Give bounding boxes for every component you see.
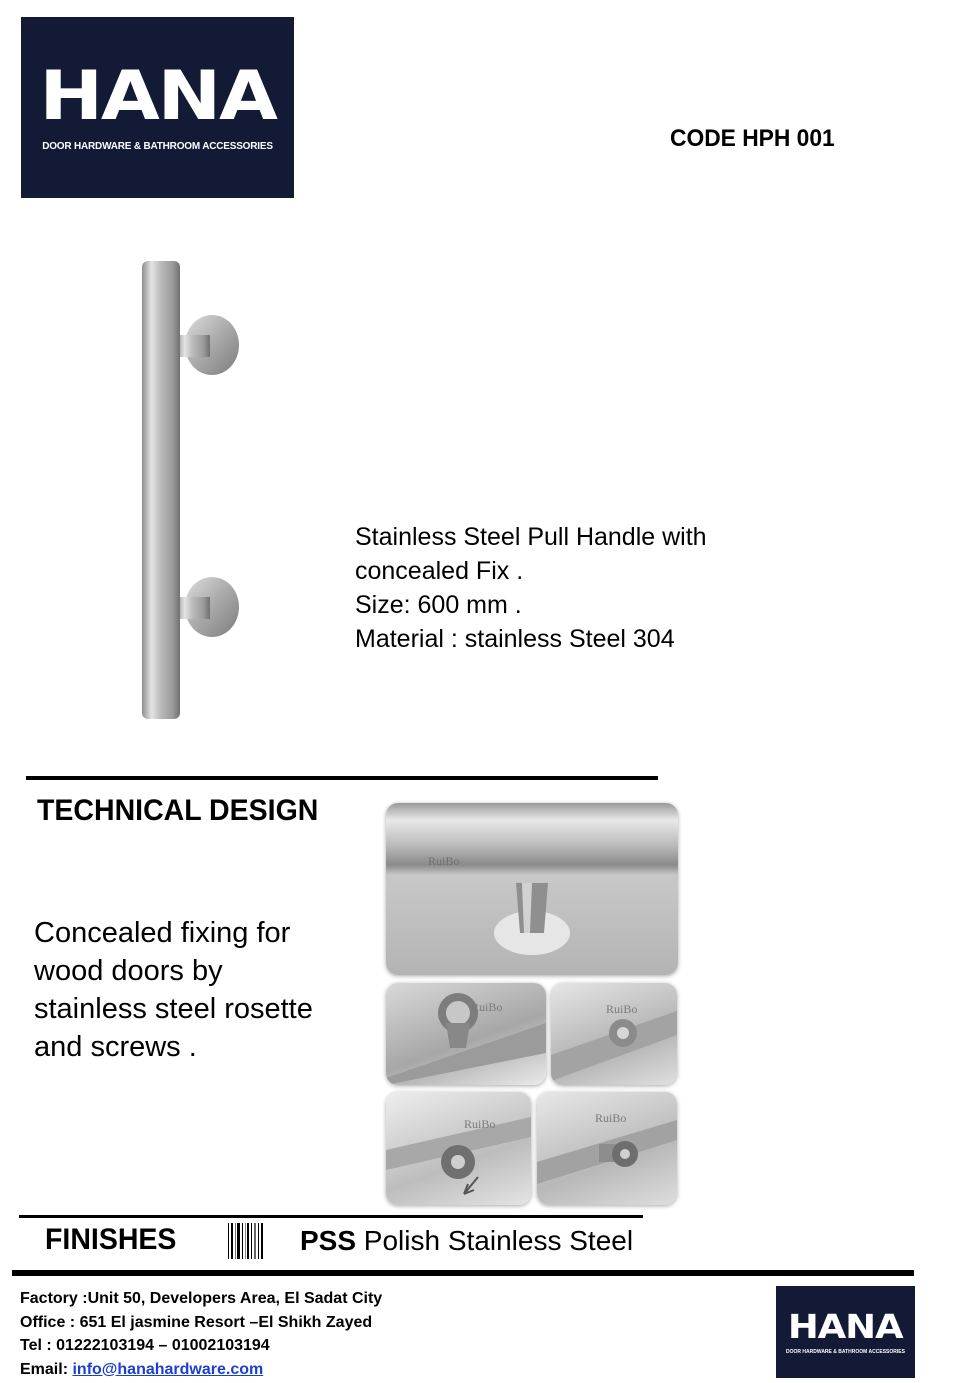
- finish-option: [300, 1225, 633, 1257]
- finish-name: Polish Stainless Steel: [356, 1225, 634, 1256]
- technical-line: stainless steel rosette: [34, 993, 313, 1025]
- handle-bar: [142, 261, 180, 719]
- office-address: Office : 651 El jasmine Resort –El Shikh Zayed: [20, 1313, 373, 1331]
- detail-photo-rosette-1: [386, 983, 546, 1085]
- footer-brand-logo: [776, 1286, 915, 1378]
- svg-text:RuiBo: RuiBo: [606, 1002, 638, 1016]
- factory-address: Factory :Unit 50, Developers Area, El Sadat City: [20, 1290, 383, 1307]
- lower-standoff: [176, 597, 210, 619]
- detail-photo-rosette-4: [537, 1092, 677, 1205]
- brand-tagline: DOOR HARDWARE & BATHROOM ACCESSORIES: [42, 141, 273, 152]
- detail-photo-mounted: [386, 803, 678, 975]
- svg-text:RuiBo: RuiBo: [471, 1000, 503, 1014]
- technical-line: wood doors by: [34, 955, 223, 987]
- footer-divider: [12, 1270, 914, 1276]
- phone-numbers: Tel : 01222103194 – 01002103194: [20, 1337, 270, 1354]
- svg-text:RuiBo: RuiBo: [595, 1111, 627, 1125]
- technical-line: Concealed fixing for: [34, 917, 291, 949]
- product-description: [355, 520, 707, 656]
- description-line: Stainless Steel Pull Handle with: [355, 523, 707, 551]
- section-divider: [26, 776, 658, 780]
- product-code: CODE HPH 001: [670, 125, 835, 152]
- technical-design-title: TECHNICAL DESIGN: [37, 794, 319, 827]
- finishes-divider: [19, 1215, 643, 1218]
- description-line: Size: 600 mm .: [355, 591, 522, 619]
- description-line: Material : stainless Steel 304: [355, 625, 675, 653]
- svg-text:RuiBo: RuiBo: [464, 1117, 496, 1131]
- email-label: Email:: [20, 1360, 73, 1378]
- detail-photo-rosette-2: [551, 983, 677, 1085]
- detail-photo-rosette-3: [386, 1092, 531, 1205]
- contact-info: [20, 1287, 382, 1381]
- email-line: [20, 1358, 382, 1382]
- email-link[interactable]: info@hanahardware.com: [72, 1360, 264, 1378]
- upper-standoff: [176, 335, 210, 357]
- description-line: concealed Fix .: [355, 557, 524, 585]
- finish-swatch-icon: [228, 1223, 264, 1259]
- footer-brand-tagline: DOOR HARDWARE & BATHROOM ACCESSORIES: [786, 1348, 905, 1355]
- product-image-pull-handle: [130, 255, 250, 725]
- svg-text:RuiBo: RuiBo: [428, 854, 460, 868]
- brand-name: HANA: [39, 57, 276, 136]
- finishes-title: FINISHES: [45, 1223, 177, 1256]
- finish-code: PSS: [300, 1225, 357, 1256]
- technical-line: and screws .: [34, 1031, 197, 1063]
- brand-logo: [21, 17, 294, 198]
- footer-brand-name: HANA: [788, 1306, 903, 1346]
- technical-description: [34, 914, 313, 1066]
